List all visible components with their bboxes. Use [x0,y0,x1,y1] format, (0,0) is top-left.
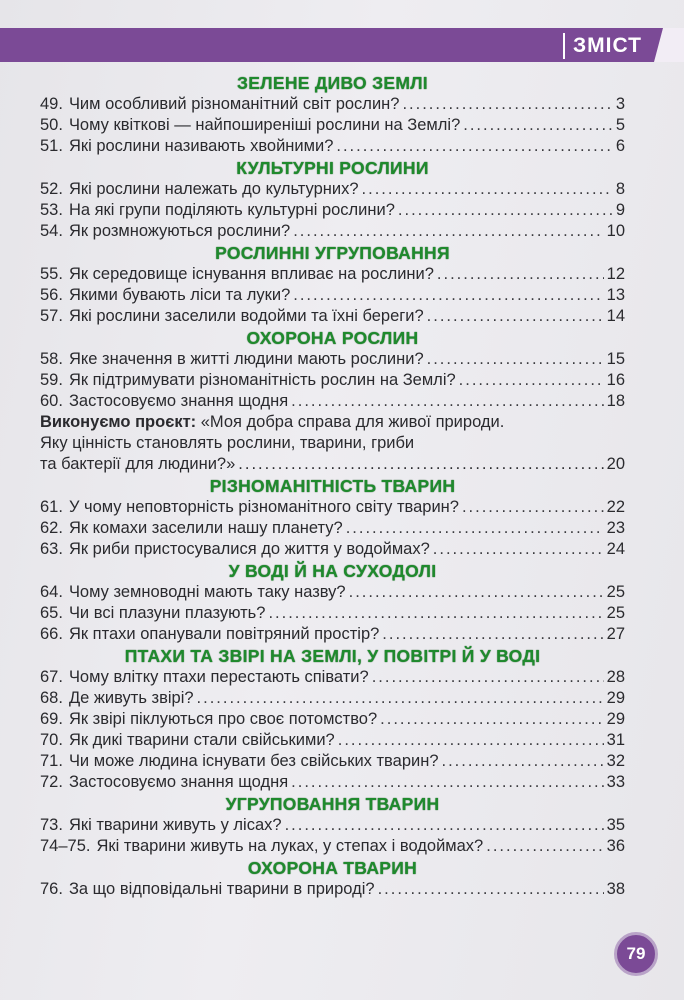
dot-leader [346,518,604,539]
entry-number: 52. [40,180,63,198]
toc-entry [40,667,625,688]
dot-leader [398,200,613,221]
entry-title: Як риби пристосувалися до життя у водоймах? [68,540,430,558]
entry-number: 64. [40,583,63,601]
entry-title: Чи всі плазуни плазують? [68,604,266,622]
entry-title: Які тварини живуть на луках, у степах і водоймах? [96,837,484,855]
entry-number: 61. [40,498,63,516]
toc-entry [40,200,625,221]
entry-title: Чим особливий різноманітний світ рослин? [68,95,400,113]
entry-page-number: 13 [606,286,625,304]
entry-number: 59. [40,371,63,389]
toc-entry [40,772,625,793]
entry-number: 49. [40,95,63,113]
dot-leader [459,370,604,391]
entry-number: 72. [40,773,63,791]
dot-leader [349,582,604,603]
project-line-1 [40,412,625,433]
entry-page-number: 33 [606,773,625,791]
entry-title: За що відповідальні тварини в природі? [68,880,375,898]
toc-entry [40,730,625,751]
entry-title: Як дикі тварини стали свійськими? [68,731,335,749]
entry-page-number: 27 [606,625,625,643]
entry-title: Які рослини називають хвойними? [68,137,334,155]
project-lead: Виконуємо проєкт: [40,413,197,431]
entry-page-number: 25 [606,583,625,601]
dot-leader [238,454,603,475]
entry-number: 66. [40,625,63,643]
toc-entry [40,709,625,730]
entry-title: Як комахи заселили нашу планету? [68,519,343,537]
toc-entry [40,879,625,900]
entry-page-number: 14 [606,307,625,325]
entry-title: Як птахи опанували повітряний простір? [68,625,380,643]
toc-entry [40,815,625,836]
entry-page-number: 24 [606,540,625,558]
page-number-badge: 79 [614,932,658,976]
dot-leader [437,264,604,285]
dot-leader [268,603,603,624]
toc-entry [40,349,625,370]
entry-title: Як звірі піклуються про своє потомство? [68,710,378,728]
toc-entry [40,751,625,772]
entry-number: 65. [40,604,63,622]
dot-leader [336,136,612,157]
entry-number: 70. [40,731,63,749]
toc-entry [40,306,625,327]
dot-leader [293,221,603,242]
entry-title: На які групи поділяють культурні рослини? [68,201,395,219]
section-heading: ЗЕЛЕНЕ ДИВО ЗЕМЛІ [237,73,428,93]
dot-leader [285,815,604,836]
dot-leader [362,179,613,200]
entry-page-number: 18 [606,392,625,410]
entry-title: Де живуть звірі? [68,689,194,707]
entry-number: 63. [40,540,63,558]
entry-number: 54. [40,222,63,240]
entry-page-number: 5 [615,116,625,134]
entry-page-number: 16 [606,371,625,389]
toc-entry [40,136,625,157]
project-title-part: та бактерії для людини?» [40,455,236,473]
dot-leader [382,624,603,645]
dot-leader [378,879,604,900]
entry-page-number: 20 [606,455,625,473]
entry-page-number: 3 [615,95,625,113]
toc-entry [40,539,625,560]
entry-page-number: 9 [615,201,625,219]
entry-page-number: 29 [606,689,625,707]
entry-title: Чи може людина існувати без свійських тварин? [68,752,439,770]
toc-entry [40,221,625,242]
page-title: ЗМІСТ [563,33,650,59]
section-heading: У ВОДІ Й НА СУХОДОЛІ [228,561,437,581]
entry-page-number: 29 [606,710,625,728]
entry-number: 67. [40,668,63,686]
entry-title: Яке значення в житті людини мають рослини? [68,350,424,368]
dot-leader [486,836,603,857]
entry-number: 57. [40,307,63,325]
entry-number: 73. [40,816,63,834]
entry-page-number: 10 [606,222,625,240]
entry-number: 68. [40,689,63,707]
entry-title: Які рослини належать до культурних? [68,180,359,198]
toc-entry [40,603,625,624]
entry-page-number: 32 [606,752,625,770]
entry-page-number: 6 [615,137,625,155]
toc-entry [40,285,625,306]
dot-leader [291,391,603,412]
section-heading: ПТАХИ ТА ЗВІРІ НА ЗЕМЛІ, У ПОВІТРІ Й У ВОДІ [124,646,541,666]
dot-leader [197,688,604,709]
toc-entry [40,264,625,285]
dot-leader [372,667,604,688]
entry-page-number: 25 [606,604,625,622]
section-heading: ОХОРОНА РОСЛИН [246,328,419,348]
entry-number: 58. [40,350,63,368]
entry-page-number: 35 [606,816,625,834]
toc-entry [40,582,625,603]
entry-title: У чому неповторність різноманітного світу тварин? [68,498,459,516]
section-heading: УГРУПОВАННЯ ТВАРИН [225,794,440,814]
entry-number: 62. [40,519,63,537]
entry-title: Які тварини живуть у лісах? [68,816,282,834]
entry-number: 50. [40,116,63,134]
entry-title: Як підтримувати різноманітність рослин на Землі? [68,371,456,389]
entry-number: 60. [40,392,63,410]
toc-entry [40,688,625,709]
dot-leader [380,709,603,730]
dot-leader [338,730,604,751]
project-line-2: Яку цінність становлять рослини, тварини, гриби [40,434,415,452]
table-of-contents [40,72,625,900]
project-line-3 [40,454,625,475]
entry-page-number: 28 [606,668,625,686]
toc-entry [40,391,625,412]
dot-leader [463,115,613,136]
dot-leader [402,94,612,115]
dot-leader [291,772,603,793]
entry-title: Чому влітку птахи перестають співати? [68,668,369,686]
toc-entry [40,518,625,539]
toc-entry [40,94,625,115]
entry-title: Застосовуємо знання щодня [68,392,289,410]
entry-page-number: 31 [606,731,625,749]
dot-leader [427,349,604,370]
entry-title: Чому квіткові — найпоширеніші рослини на Землі? [68,116,461,134]
dot-leader [433,539,604,560]
entry-number: 74–75. [40,837,91,855]
entry-number: 71. [40,752,63,770]
toc-entry [40,836,625,857]
entry-title: Застосовуємо знання щодня [68,773,289,791]
entry-title: Чому земноводні мають таку назву? [68,583,346,601]
section-heading: КУЛЬТУРНІ РОСЛИНИ [236,158,429,178]
entry-number: 51. [40,137,63,155]
section-heading: РОСЛИННІ УГРУПОВАННЯ [215,243,450,263]
entry-page-number: 15 [606,350,625,368]
toc-entry [40,179,625,200]
entry-number: 69. [40,710,63,728]
entry-number: 55. [40,265,63,283]
section-heading: РІЗНОМАНІТНІСТЬ ТВАРИН [209,476,456,496]
entry-page-number: 8 [615,180,625,198]
entry-page-number: 36 [606,837,625,855]
dot-leader [462,497,604,518]
entry-title: Як розмножуються рослини? [68,222,291,240]
toc-entry [40,115,625,136]
section-heading: ОХОРОНА ТВАРИН [247,858,418,878]
entry-page-number: 12 [606,265,625,283]
toc-entry [40,497,625,518]
dot-leader [442,751,604,772]
entry-page-number: 38 [606,880,625,898]
entry-title: Якими бувають ліси та луки? [68,286,291,304]
entry-number: 56. [40,286,63,304]
entry-page-number: 22 [606,498,625,516]
entry-title: Які рослини заселили водойми та їхні береги? [68,307,424,325]
dot-leader [427,306,604,327]
project-title-part: «Моя добра справа для живої природи. [196,413,505,431]
toc-entry [40,624,625,645]
entry-number: 53. [40,201,63,219]
entry-page-number: 23 [606,519,625,537]
project-entry [40,412,625,475]
toc-entry [40,370,625,391]
dot-leader [293,285,603,306]
entry-title: Як середовище існування впливає на рослини? [68,265,434,283]
entry-number: 76. [40,880,63,898]
